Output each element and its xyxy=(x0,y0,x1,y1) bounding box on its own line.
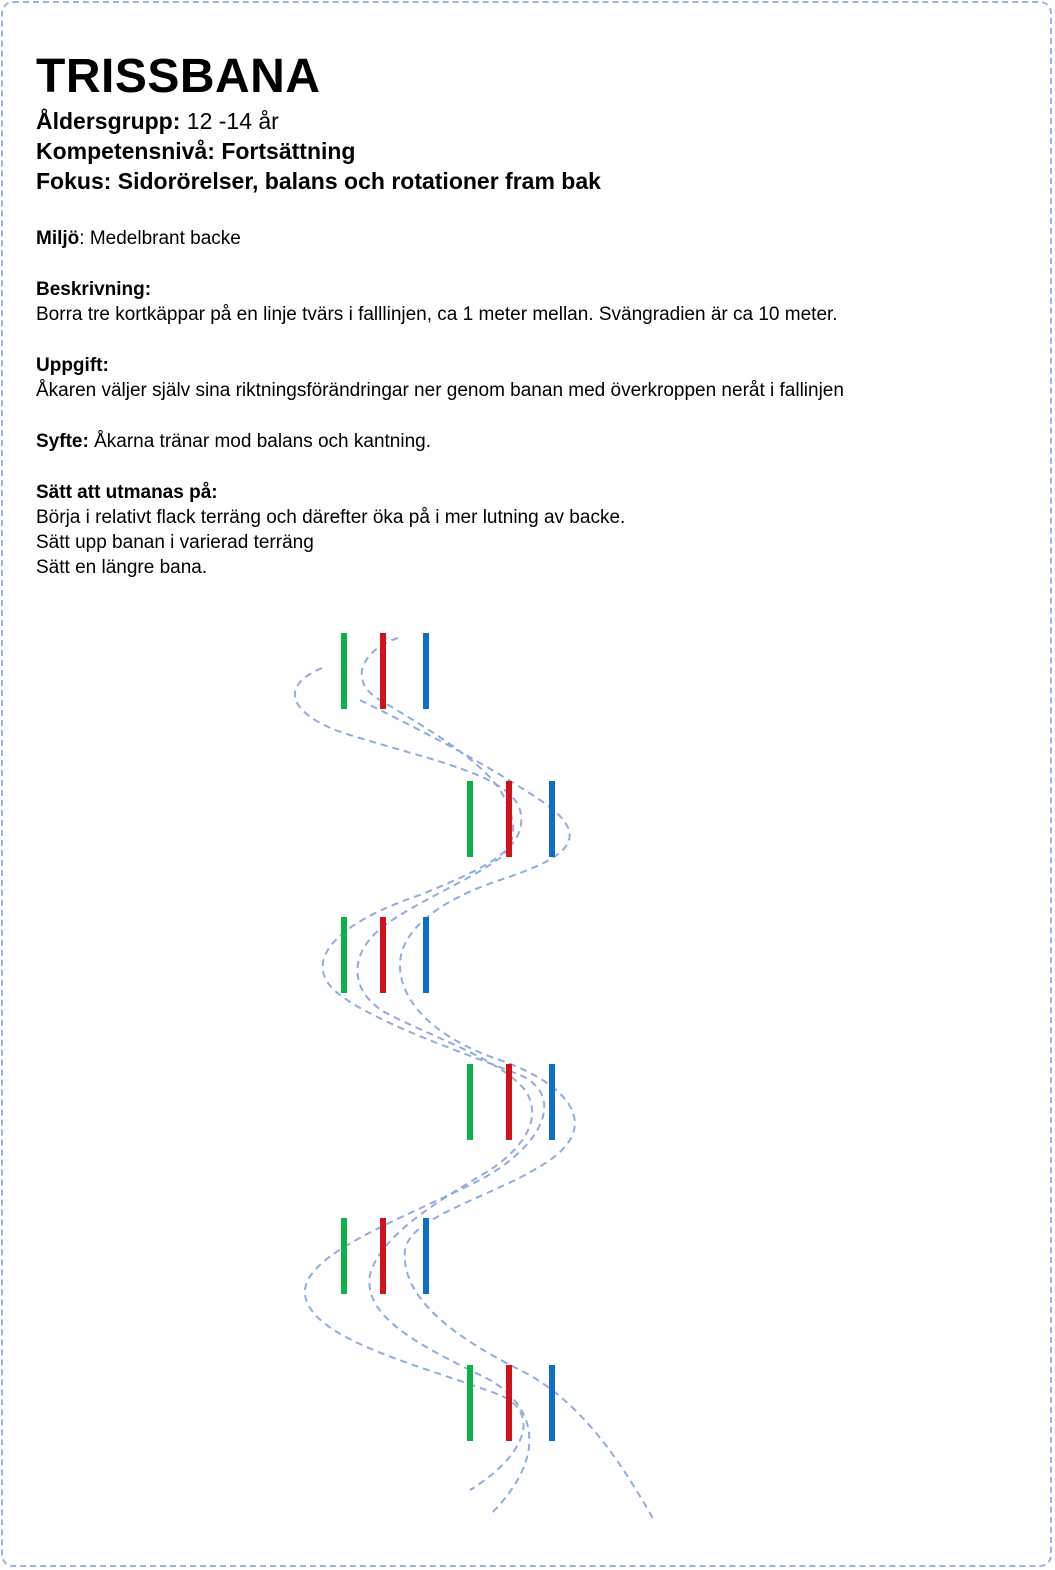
gate-pole-5-1 xyxy=(341,1218,347,1294)
gate-pole-3-2 xyxy=(380,917,386,993)
age-group-label: Åldersgrupp: xyxy=(36,108,181,134)
task-label: Uppgift: xyxy=(36,355,109,376)
focus-label: Fokus: xyxy=(36,168,112,194)
ski-paths xyxy=(295,638,655,1522)
gate-pole-6-1 xyxy=(467,1365,473,1441)
level-value: Fortsättning xyxy=(221,138,356,164)
gate-pole-4-1 xyxy=(467,1064,473,1140)
ski-path-2 xyxy=(357,638,532,1515)
task-text: Åkaren väljer själv sina riktningsförändringar ner genom banan med överkroppen neråt i fallinjen xyxy=(36,380,844,401)
level-label: Kompetensnivå: xyxy=(36,138,215,164)
environment-value: : Medelbrant backe xyxy=(79,228,241,249)
page-title: TRISSBANA xyxy=(36,50,321,103)
gate-pole-1-1 xyxy=(341,633,347,709)
gate-pole-5-2 xyxy=(380,1218,386,1294)
gate-poles xyxy=(341,633,555,1441)
environment-label: Miljö xyxy=(36,228,80,249)
challenge-line-3: Sätt en längre bana. xyxy=(36,557,208,578)
purpose-value: Åkarna tränar mod balans och kantning. xyxy=(88,431,432,452)
purpose-label: Syfte: xyxy=(36,431,89,452)
gate-pole-6-2 xyxy=(506,1365,512,1441)
gate-pole-6-3 xyxy=(549,1365,555,1441)
gate-pole-1-3 xyxy=(423,633,429,709)
description-label: Beskrivning: xyxy=(36,279,152,300)
gate-pole-2-2 xyxy=(506,781,512,857)
gate-pole-4-3 xyxy=(549,1064,555,1140)
focus-value: Sidorörelser, balans och rotationer fram bak xyxy=(117,168,601,194)
gate-pole-2-3 xyxy=(549,781,555,857)
gate-pole-4-2 xyxy=(506,1064,512,1140)
gate-pole-2-1 xyxy=(467,781,473,857)
description-text: Borra tre kortkäppar på en linje tvärs i falllinjen, ca 1 meter mellan. Svängradien är ca 10 meter. xyxy=(36,304,838,325)
challenge-line-1: Börja i relativt flack terräng och därefter öka på i mer lutning av backe. xyxy=(36,507,626,528)
gate-pole-3-3 xyxy=(423,917,429,993)
challenge-line-2: Sätt upp banan i varierad terräng xyxy=(36,532,314,553)
gate-pole-1-2 xyxy=(380,633,386,709)
gate-pole-3-1 xyxy=(341,917,347,993)
gate-pole-5-3 xyxy=(423,1218,429,1294)
challenge-label: Sätt att utmanas på: xyxy=(36,482,218,503)
age-group-value: 12 -14 år xyxy=(186,108,279,134)
